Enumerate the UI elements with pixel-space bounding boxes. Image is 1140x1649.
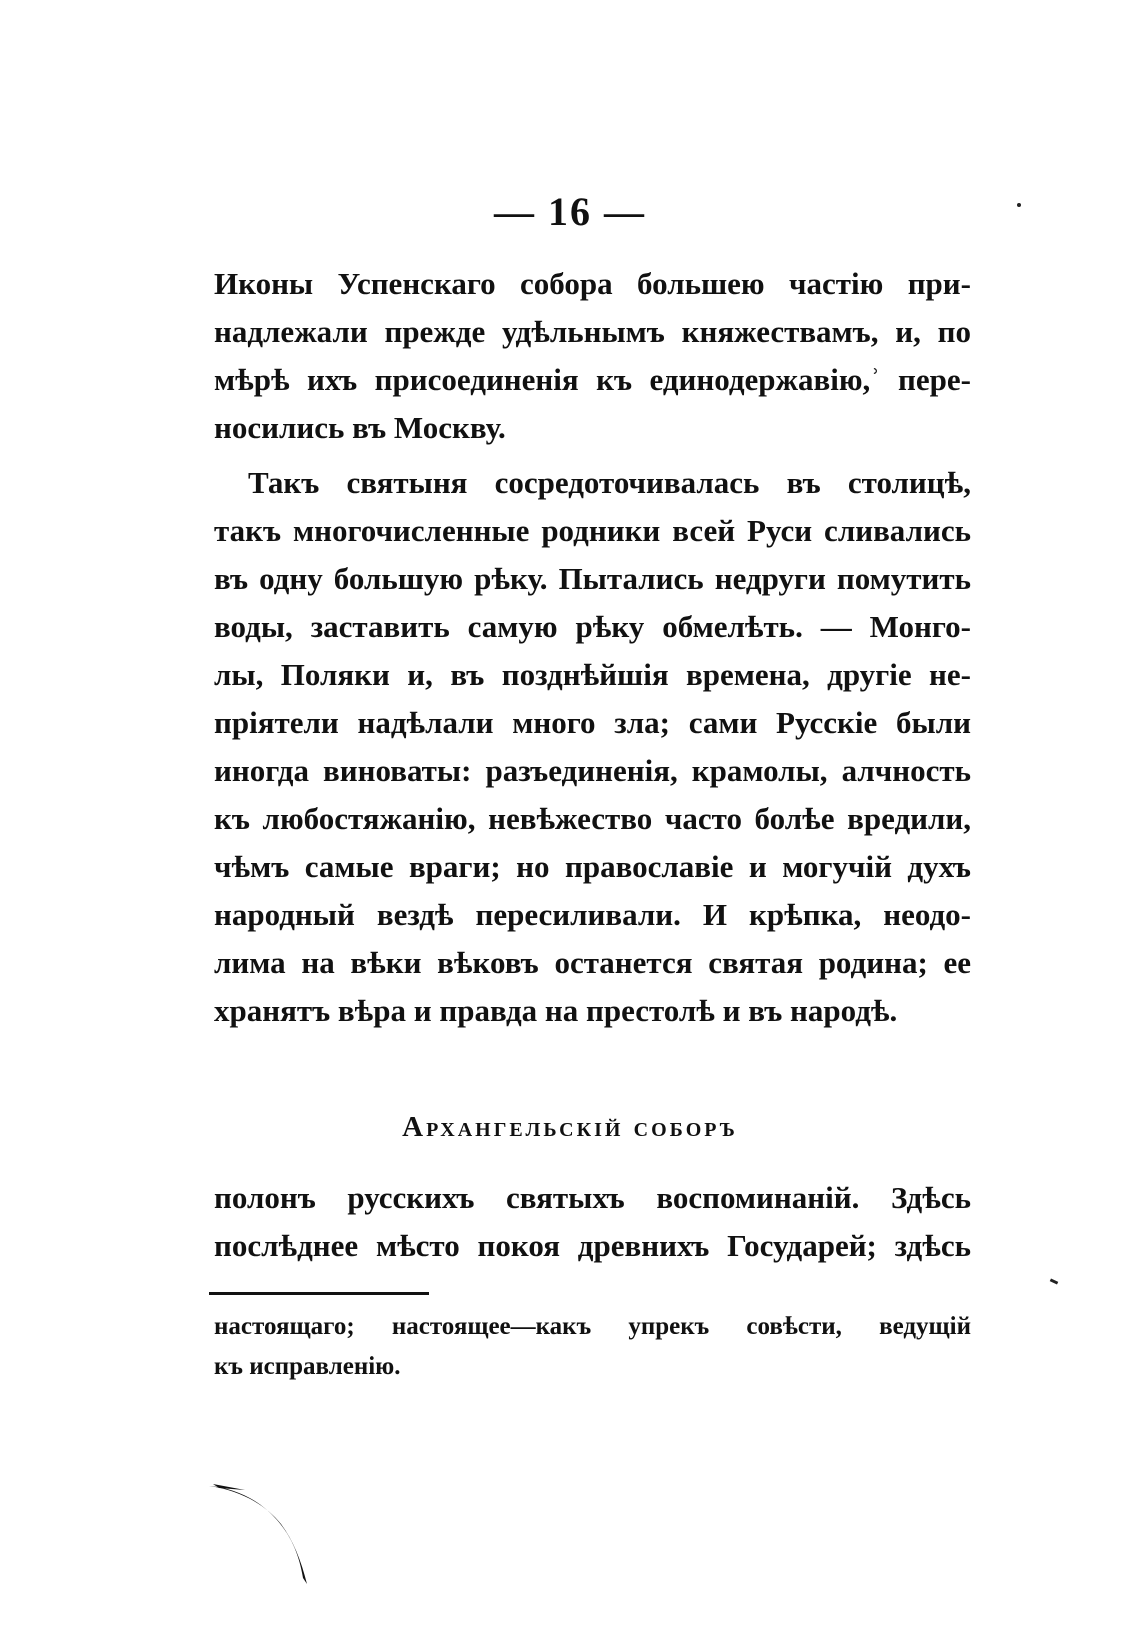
text-line: иногда виноваты: разъединенія, крамолы, алчность [214, 753, 971, 788]
text-line: Иконы Успенскаго собора большею частію при- [214, 266, 971, 301]
text-line: лы, Поляки и, въ позднѣйшія времена, другіе не- [214, 657, 971, 692]
footnote-line: къ исправленію. [214, 1353, 401, 1380]
ink-speck [1050, 1278, 1059, 1284]
text-line: мѣрѣ ихъ присоединенія къ единодержавію,ʾ пере- [214, 362, 971, 397]
text-line: полонъ русскихъ святыхъ воспоминаній. Здѣсь [214, 1180, 971, 1215]
footnote-rule [209, 1292, 429, 1295]
text-line: чѣмъ самые враги; но православіе и могучій духъ [214, 849, 971, 884]
text-line: послѣднее мѣсто покоя древнихъ Государей; здѣсь [214, 1228, 971, 1263]
text-line: такъ многочисленные родники всей Руси сливались [214, 513, 971, 548]
text-line: носились въ Москву. [214, 410, 506, 445]
page-number: — 16 — [494, 189, 646, 234]
footnote-line: настоящаго; настоящее—какъ упрекъ совѣсти, ведущій [214, 1313, 971, 1340]
section-heading: Архангельскій соборъ [402, 1111, 738, 1143]
text-line: воды, заставить самую рѣку обмелѣть. — Монго- [214, 609, 971, 644]
text-line: къ любостяжанію, невѣжество часто болѣе вредили, [214, 801, 971, 836]
text-line: Такъ святыня сосредоточивалась въ столицѣ, [248, 465, 971, 500]
ink-speck [1017, 203, 1021, 207]
text-line: хранятъ вѣра и правда на престолѣ и въ народѣ. [214, 993, 898, 1028]
text-line: въ одну большую рѣку. Пытались недруги помутить [214, 561, 971, 596]
text-line: пріятели надѣлали много зла; сами Русскіе были [214, 705, 971, 740]
text-line: лима на вѣки вѣковъ останется святая родина; ее [214, 945, 971, 980]
text-line: народный вездѣ пересиливали. И крѣпка, неодо- [214, 897, 971, 932]
ink-stroke-mark [205, 1480, 325, 1590]
text-line: надлежали прежде удѣльнымъ княжествамъ, и, по [214, 314, 971, 349]
